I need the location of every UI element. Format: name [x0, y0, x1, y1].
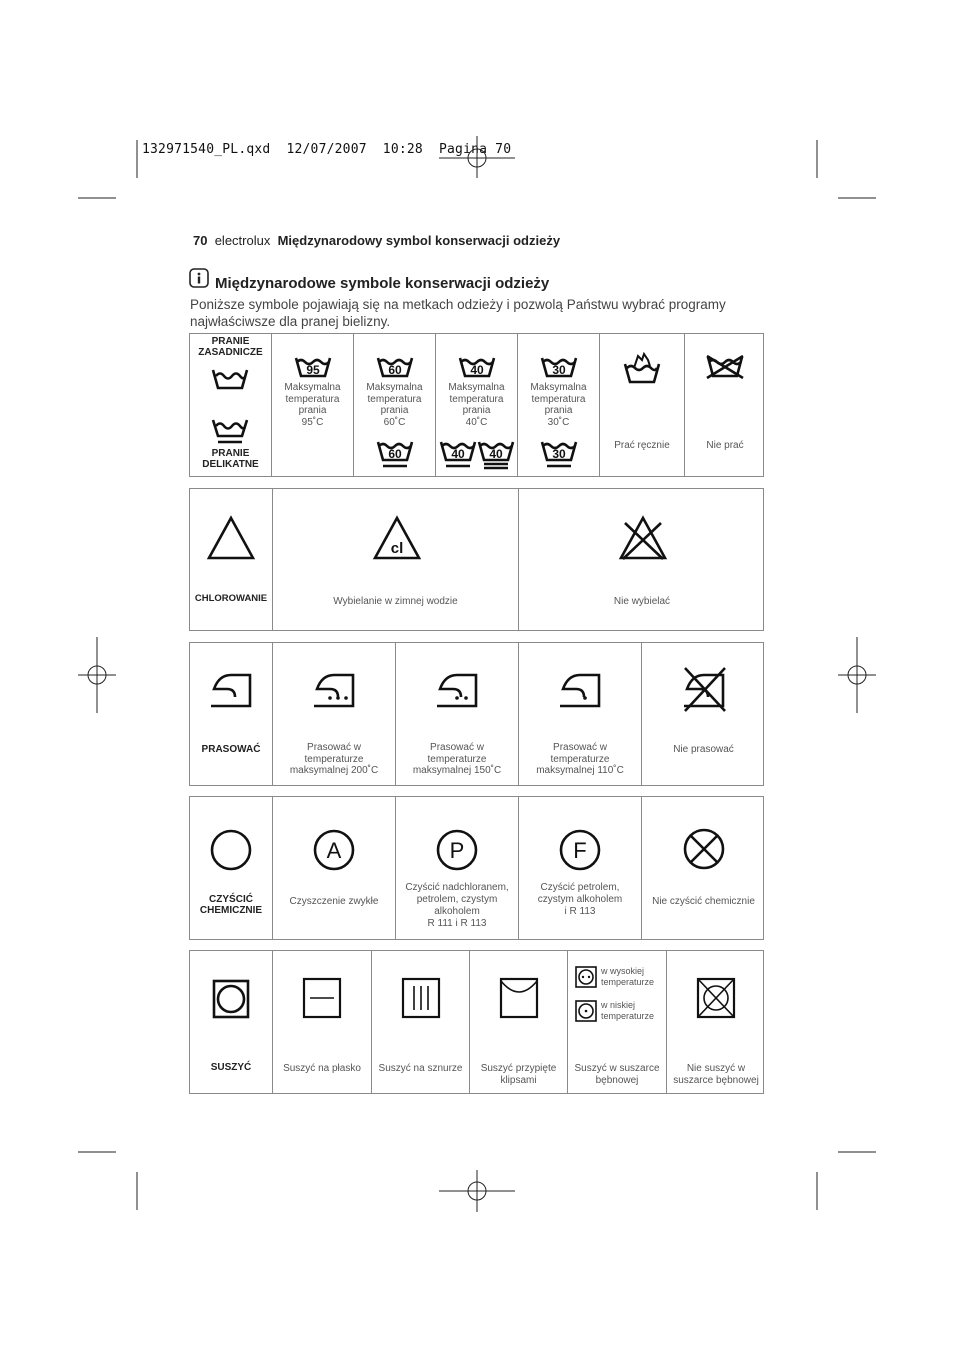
iron-icon — [209, 671, 253, 709]
no-wash-caption: Nie prać — [706, 440, 744, 451]
wash-30-number: 30 — [552, 363, 566, 377]
tumble-cell — [567, 951, 666, 1093]
hand-wash-cell — [599, 334, 684, 476]
wash-40-caption-1: Maksymalna — [448, 382, 505, 393]
info-icon — [189, 268, 209, 288]
iron-200-caption-2: temperaturze — [304, 753, 364, 765]
no-tumble-caption-2: suszarce bębnowej — [673, 1075, 759, 1086]
dry-clean-f-caption-1: Czyścić petrolem, — [540, 882, 620, 893]
dry-clean-a-letter: A — [326, 838, 342, 863]
no-bleach-cell — [518, 489, 765, 630]
dry-line-cell — [371, 951, 469, 1093]
tumble-high-icon — [575, 966, 597, 988]
wash-60-caption-1: Maksymalna — [366, 382, 423, 393]
dry-flat-caption: Suszyć na płasko — [283, 1063, 361, 1074]
page-number: 70 — [193, 233, 208, 248]
print-slug: 132971540_PL.qxd 12/07/2007 10:28 Pagina 70 — [142, 142, 512, 157]
iron-200-caption-3: maksymalnej 200˚C — [289, 765, 379, 776]
info-line-1: Poniższe symbole pojawiają się na metkach odzieży i pozwolą Państwu wybrać programy — [190, 297, 726, 312]
wash-40-number: 40 — [470, 363, 484, 377]
dry-clean-label-cell — [190, 797, 272, 939]
dry-clean-label-2: CHEMICZNIE — [199, 905, 263, 916]
wash-30-caption-2: temperatura — [531, 393, 586, 405]
wash-60-caption-3: prania — [380, 405, 409, 416]
no-dry-clean-icon — [682, 827, 726, 871]
iron-110-caption-3: maksymalnej 110˚C — [536, 765, 624, 776]
wash-30-icon — [541, 356, 577, 378]
info-title: Międzynarodowe symbole konserwacji odzieży — [215, 275, 550, 292]
ironing-table — [189, 642, 764, 786]
hand-wash-caption: Prać ręcznie — [614, 440, 670, 451]
tumble-caption-1: Suszyć w suszarce — [574, 1063, 660, 1074]
wash-tub-delicate-icon — [212, 418, 248, 444]
wash-60-icon — [377, 356, 413, 378]
washing-table — [189, 333, 764, 477]
iron-110-cell — [518, 643, 641, 785]
bleach-triangle-icon — [207, 515, 255, 561]
wash-95-icon — [295, 356, 331, 378]
iron-150-caption-2: temperaturze — [427, 753, 487, 765]
no-bleach-icon — [619, 515, 667, 561]
dry-clean-f-caption-3: i R 113 — [564, 906, 596, 917]
wash-40-very-delicate-icon — [478, 440, 514, 468]
dry-clean-f-letter: F — [573, 838, 587, 863]
wash-95-caption-1: Maksymalna — [284, 382, 341, 393]
dry-clip-caption-1: Suszyć przypięte — [480, 1063, 557, 1074]
tumble-caption-2: bębnowej — [595, 1075, 639, 1086]
wash-tub-icon — [212, 368, 248, 390]
no-tumble-caption-1: Nie suszyć w — [686, 1063, 746, 1074]
dry-clean-f-cell — [518, 797, 641, 939]
wash-30-delicate-number: 30 — [552, 447, 566, 461]
dry-clean-p-caption-2: petrolem, czystym — [416, 894, 498, 905]
bleach-cl-icon — [373, 515, 421, 561]
wash-60-caption-2: temperatura — [367, 393, 422, 405]
dry-cleaning-table — [189, 796, 764, 940]
tumble-low-label — [601, 1000, 654, 1022]
tumble-high-label-2: temperaturze — [601, 977, 655, 987]
washing-label-cell — [190, 334, 271, 476]
dry-line-icon — [401, 977, 441, 1019]
bleach-cold-cell — [272, 489, 518, 630]
wash-30-caption-4: 30˚C — [547, 416, 570, 428]
page-header — [193, 233, 560, 248]
iron-110-caption-1: Prasować w — [553, 742, 607, 753]
tumble-low-label-2: temperaturze — [601, 1011, 655, 1021]
wash-95-caption-4: 95˚C — [301, 416, 324, 428]
wash-30-cell — [517, 334, 599, 476]
ironing-label: PRASOWAĆ — [201, 744, 261, 755]
iron-110-icon — [558, 671, 602, 709]
iron-150-caption-3: maksymalnej 150˚C — [412, 765, 502, 776]
bleach-label-cell — [190, 489, 272, 630]
iron-150-caption-1: Prasować w — [430, 742, 484, 753]
iron-200-caption-1: Prasować w — [307, 742, 361, 753]
no-bleach-caption: Nie wybielać — [613, 596, 671, 607]
iron-150-cell — [395, 643, 518, 785]
tumble-low-icon — [575, 1000, 597, 1022]
iron-200-icon — [312, 671, 356, 709]
dry-line-caption: Suszyć na sznurze — [378, 1063, 463, 1074]
hand-wash-icon — [624, 350, 660, 386]
info-line-2: najwłaściwsze dla pranej bielizny. — [190, 314, 391, 329]
wash-60-delicate-number: 60 — [388, 447, 402, 461]
wash-40-very-delicate-number: 40 — [489, 447, 503, 461]
no-wash-cell — [684, 334, 765, 476]
no-tumble-cell — [666, 951, 765, 1093]
wash-95-caption-3: prania — [298, 405, 327, 416]
dry-clean-f-caption-2: czystym alkoholem — [537, 894, 623, 905]
dry-clean-p-letter: P — [449, 838, 465, 863]
wash-60-cell — [353, 334, 435, 476]
wash-60-delicate-icon — [377, 440, 413, 468]
dry-clean-normal-caption: Czyszczenie zwykłe — [289, 896, 379, 907]
tumble-high-label — [601, 966, 654, 988]
no-wash-icon — [705, 354, 745, 380]
dry-clean-p-caption-4: R 111 i R 113 — [427, 918, 487, 929]
wash-40-caption-3: prania — [462, 405, 491, 416]
wash-30-delicate-icon — [541, 440, 577, 468]
no-iron-caption: Nie prasować — [673, 744, 734, 755]
tumble-high-label-1: w wysokiej — [601, 966, 645, 976]
tumble-low-label-1: w niskiej — [601, 1000, 636, 1010]
dry-clean-p-cell — [395, 797, 518, 939]
no-dry-clean-cell — [641, 797, 765, 939]
wash-95-caption-2: temperatura — [285, 393, 340, 405]
dry-clean-p-caption-3: alkoholem — [434, 906, 480, 917]
wash-30-caption-3: prania — [544, 405, 573, 416]
no-iron-icon — [681, 665, 727, 713]
washing-label-top-2: ZASADNICZE — [198, 347, 263, 358]
dry-clean-a-cell — [272, 797, 395, 939]
drying-table — [189, 950, 764, 1094]
wash-30-caption-1: Maksymalna — [530, 382, 587, 393]
wash-40-caption-4: 40˚C — [465, 416, 488, 428]
washing-label-top-1: PRANIE — [211, 336, 250, 347]
no-dry-clean-caption: Nie czyścić chemicznie — [652, 896, 755, 907]
dry-clean-label-1: CZYŚCIĆ — [209, 894, 253, 905]
ironing-label-cell — [190, 643, 272, 785]
dry-clean-p-caption-1: Czyścić nadchloranem, — [405, 882, 509, 893]
dry-clean-circle-icon — [210, 829, 252, 871]
bleach-table — [189, 488, 764, 631]
dry-clean-a-icon — [313, 829, 355, 871]
wash-40-delicate-number: 40 — [451, 447, 465, 461]
dry-clip-cell — [469, 951, 567, 1093]
dry-clean-p-icon — [436, 829, 478, 871]
bleach-label: CHLOROWANIE — [194, 593, 268, 604]
wash-40-delicate-icon — [440, 440, 476, 468]
dry-clip-caption-2: klipsami — [500, 1075, 537, 1086]
bleach-cl-mark: cl — [390, 540, 404, 557]
iron-200-cell — [272, 643, 395, 785]
tumble-dry-icon — [212, 979, 250, 1019]
wash-95-cell — [271, 334, 353, 476]
washing-label-bottom-2: DELIKATNE — [202, 459, 259, 470]
wash-60-number: 60 — [388, 363, 402, 377]
dry-clip-icon — [499, 977, 539, 1019]
dry-flat-icon — [302, 977, 342, 1019]
dry-flat-cell — [272, 951, 371, 1093]
wash-40-icon — [459, 356, 495, 378]
bleach-cold-caption: Wybielanie w zimnej wodzie — [333, 596, 458, 607]
wash-40-cell — [435, 334, 517, 476]
iron-150-icon — [435, 671, 479, 709]
wash-40-caption-2: temperatura — [449, 393, 504, 405]
drying-label-cell — [190, 951, 272, 1093]
washing-label-bottom-1: PRANIE — [211, 448, 250, 459]
wash-60-caption-4: 60˚C — [383, 416, 406, 428]
no-iron-cell — [641, 643, 765, 785]
brand-name: electrolux — [214, 233, 271, 248]
iron-110-caption-2: temperaturze — [550, 753, 610, 765]
section-title: Międzynarodowy symbol konserwacji odzieży — [277, 233, 561, 248]
wash-95-number: 95 — [306, 363, 320, 377]
no-tumble-icon — [696, 977, 736, 1019]
dry-clean-f-icon — [559, 829, 601, 871]
drying-label: SUSZYĆ — [210, 1062, 252, 1073]
